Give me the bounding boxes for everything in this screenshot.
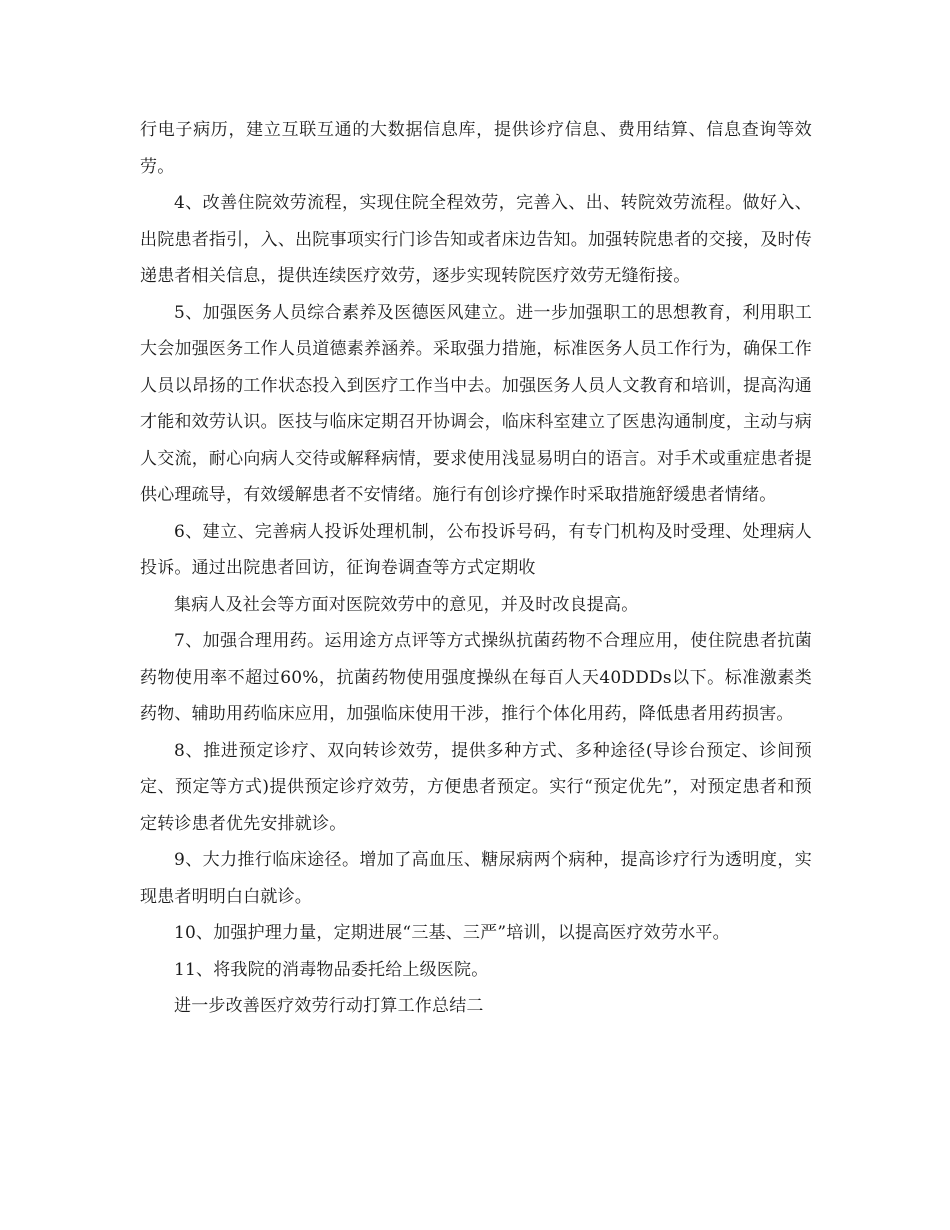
section-heading: 进一步改善医疗效劳行动打算工作总结二	[174, 996, 484, 1016]
paragraph-item-8: 8、推进预定诊疗、双向转诊效劳，提供多种方式、多种途径(导诊台预定、诊间预定、预定等方式)提供预定诊疗效劳，方便患者预定。实行“预定优先”，对预定患者和预定转诊患者优先安排就诊。	[140, 740, 812, 834]
document-body	[140, 112, 812, 1025]
paragraph-item-4: 4、改善住院效劳流程，实现住院全程效劳，完善入、出、转院效劳流程。做好入、出院患者指引，入、出院事项实行门诊告知或者床边告知。加强转院患者的交接，及时传递患者相关信息，提供连续医疗效劳，逐步实现转院医疗效劳无缝衔接。	[140, 193, 812, 286]
paragraph-item-7: 7、加强合理用药。运用途方点评等方式操纵抗菌药物不合理应用，使住院患者抗菌药物使用率不超过60%，抗菌药物使用强度操纵在每百人天40DDDs以下。标准激素类药物、辅助用药临床应用，加强临床使用干涉，推行个体化用药，降低患者用药损害。	[140, 631, 812, 724]
paragraph-item-6-continued: 集病人及社会等方面对医院效劳中的意见，并及时改良提高。	[174, 594, 639, 615]
paragraph-item-6: 6、建立、完善病人投诉处理机制，公布投诉号码，有专门机构及时受理、处理病人投诉。通过出院患者回访，征询卷调查等方式定期收	[140, 521, 812, 578]
paragraph-continuation: 行电子病历，建立互联互通的大数据信息库，提供诊疗信息、费用结算、信息查询等效劳。	[140, 120, 812, 177]
paragraph-item-11: 11、将我院的消毒物品委托给上级医院。	[174, 959, 489, 980]
paragraph-item-9: 9、大力推行临床途径。增加了高血压、糖尿病两个病种，提高诊疗行为透明度，实现患者明明白白就诊。	[140, 850, 812, 907]
paragraph-item-10: 10、加强护理力量，定期进展“三基、三严”培训，以提高医疗效劳水平。	[174, 923, 730, 943]
paragraph-item-5: 5、加强医务人员综合素养及医德医风建立。进一步加强职工的思想教育，利用职工大会加强医务工作人员道德素养涵养。采取强力措施，标准医务人员工作行为，确保工作人员以昂扬的工作状态投入到医疗工作当中去。加强医务人员人文教育和培训，提高沟通才能和效劳认识。医技与临床定期召开协调会，临床科室建立了医患沟通制度，主动与病人交流，耐心向病人交待或解释病情，要求使用浅显易明白的语言。对手术或重症患者提供心理疏导，有效缓解患者不安情绪。施行有创诊疗操作时采取措施舒缓患者情绪。	[140, 302, 812, 505]
